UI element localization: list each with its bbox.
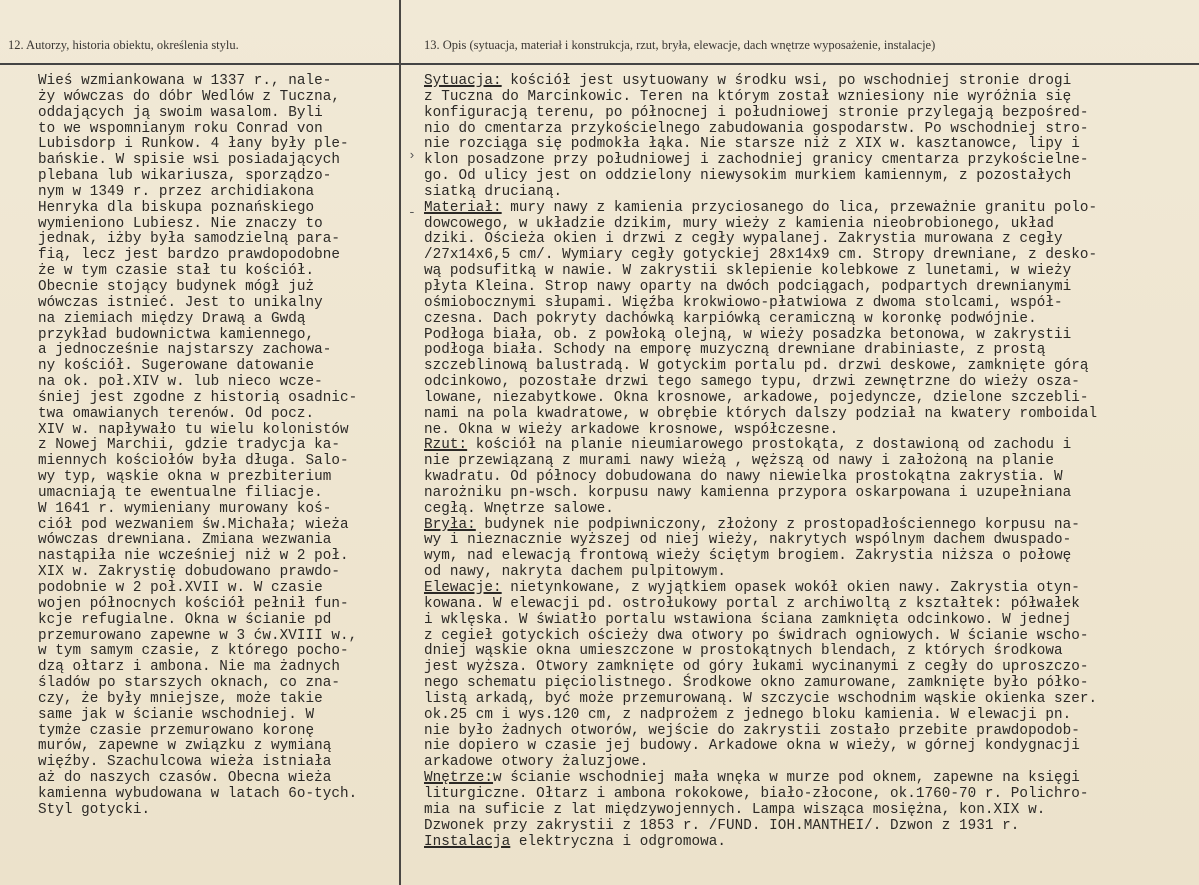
line-text: siatką drucianą. [424, 183, 563, 200]
line-text: narożniku pn-wsch. korpusu nawy kamienna przypora oskarpowana i uzupełniana [424, 484, 1072, 501]
text-line [424, 375, 1097, 391]
text-line: to we wspomnianym roku Conrad von [38, 120, 323, 137]
line-text: z cegieł gotyckich ościeży dwa otwory po świdrach ogniowych. W ścianie wscho- [424, 627, 1089, 644]
text-line [424, 391, 1097, 407]
text-line [424, 755, 1097, 771]
line-text: podłoga biała. Schody na emporę muzyczną drewniane drabiniaste, z prostą [424, 342, 1046, 359]
text-line [424, 835, 1097, 851]
text-line [424, 518, 1097, 534]
text-line: przykład budownictwa kamiennego, [38, 326, 315, 343]
text-line [424, 359, 1097, 375]
text-line [424, 153, 1097, 169]
section-12-heading: 12. Autorzy, historia obiektu, określenia stylu. [8, 38, 239, 52]
section-label: Instalacja [424, 833, 511, 850]
text-line: ny kościół. Sugerowane datowanie [38, 358, 315, 375]
line-text: liturgiczne. Ołtarz i ambona rokokowe, biało-złocone, ok.1760-70 r. Polichro- [424, 785, 1089, 802]
section-label: Rzut: [424, 437, 468, 454]
line-text: arkadowe otwory żaluzjowe. [424, 754, 649, 771]
section-13-heading: 13. Opis (sytuacja, materiał i konstrukcja, rzut, bryła, elewacje, dach wnętrze wyposażenie, instalacje) [424, 38, 936, 52]
line-text: ośmiobocznymi słupami. Więźba krokwiowo-płatwiowa z dwoma stolcami, współ- [424, 294, 1063, 311]
text-line: ciół pod wezwaniem św.Michała; wieża [38, 516, 349, 533]
text-line: że w tym czasie stał tu kościół. [38, 263, 315, 280]
text-line [424, 676, 1097, 692]
text-line: śniej jest zgodne z historią osadnic- [38, 389, 358, 406]
text-line [424, 708, 1097, 724]
text-line: kamienna wybudowana w latach 6o-tych. [38, 785, 358, 802]
text-line [424, 232, 1097, 248]
line-text: nio do cmentarza przykościelnego zabudowania gospodarstw. Po wschodniej stro- [424, 120, 1089, 137]
text-line [424, 438, 1097, 454]
text-line: przemurowano zapewne w 3 ćw.XVIII w., [38, 627, 358, 644]
text-line [424, 280, 1097, 296]
line-text: nie przewiązaną z murami nawy wieżą , węższą od nawy i założoną na planie [424, 453, 1054, 470]
text-line [424, 169, 1097, 185]
text-line: XIV w. napływało tu wielu kolonistów [38, 421, 349, 438]
line-text: czesna. Dach pokryty dachówką karpiówką ceramiczną w koronkę podwójnie. [424, 310, 1037, 327]
text-line [424, 581, 1097, 597]
section-label: Elewacje: [424, 580, 502, 596]
text-line: umacniają te ewentualne filiacje. [38, 484, 323, 501]
text-line [424, 90, 1097, 106]
text-line [424, 343, 1097, 359]
text-line [424, 549, 1097, 565]
text-line: dzą ołtarz i ambona. Nie ma żadnych [38, 659, 341, 676]
text-line [424, 819, 1097, 835]
text-line: twa omawianych terenów. Od pocz. [38, 405, 315, 422]
margin-mark: › [408, 148, 416, 163]
text-line: Styl gotycki. [38, 801, 151, 818]
text-line: wówczas drewniana. Zmiana wezwania [38, 532, 332, 549]
line-text: Podłoga biała, ob. z powłoką olejną, w wieży posadzka betonowa, w zakrystii [424, 326, 1072, 343]
line-text: wą podsufitką w nawie. W zakrystii sklepienie kolebkowe z lunetami, w wieży [424, 263, 1072, 280]
line-text: nietynkowane, z wyjątkiem opasek wokół okien nawy. Zakrystia otyn- [501, 580, 1080, 596]
line-text: jest wyższa. Otwory zamknięte od góry łukami wycinanymi z cegły do uproszczo- [424, 659, 1089, 676]
line-text: dziki. Ościeża okien i drzwi z cegły wypalanej. Zakrystia murowana z cegły [424, 231, 1063, 248]
text-line [424, 470, 1097, 486]
section-label: Sytuacja: [424, 73, 502, 89]
text-line: same jak w ścianie wschodniej. W [38, 706, 315, 723]
line-text: lowane, niezabytkowe. Okna krosnowe, arkadowe, pojedyncze, dzielone szczebli- [424, 389, 1089, 406]
line-text: nego schematu pięciolistnego. Środkowe okno zamurowane, zamknięte było półko- [424, 675, 1089, 692]
text-line [424, 739, 1097, 755]
line-text: nie rozciąga się podmokła łąka. Nie starsze niż z XIX w. kasztanowce, lipy i [424, 136, 1080, 153]
line-text: klon posadzone przy południowej i zachodniej granicy cmentarza przykościelne- [424, 152, 1089, 169]
text-line: miennych kościołów była długa. Salo- [38, 453, 349, 470]
text-line [424, 248, 1097, 264]
text-line: wy typ, wąskie okna w prezbiterium [38, 469, 332, 486]
text-line: XIX w. Zakrystię dobudowano prawdo- [38, 564, 341, 581]
text-line [424, 629, 1097, 645]
text-line: jednak, iżby była samodzielną para- [38, 231, 341, 248]
text-line: Obecnie stojący budynek mógł już [38, 278, 315, 295]
text-line: W 1641 r. wymieniany murowany koś- [38, 500, 332, 517]
text-line: czy, że były mniejsze, może takie [38, 690, 323, 707]
text-line [424, 74, 1097, 90]
line-text: wym, nad elewacją frontową wieży ściętym brogiem. Zakrystia niższa o połowę [424, 548, 1072, 565]
text-line [424, 771, 1097, 787]
text-line [424, 724, 1097, 740]
text-line [424, 264, 1097, 280]
text-line [424, 312, 1097, 328]
line-text: mia na suficie z lat międzywojennych. Lampa wisząca mosiężna, kon.XIX w. [424, 801, 1046, 818]
text-line: więźby. Szachulcowa wieża istniała [38, 754, 332, 771]
vertical-divider [399, 0, 401, 885]
text-line: w tym samym czasie, z którego pocho- [38, 643, 349, 660]
text-line: fią, lecz jest bardzo prawdopodobne [38, 247, 341, 264]
text-line: bańskie. W spisie wsi posiadających [38, 152, 341, 169]
text-line: podobnie w 2 poł.XVII w. W czasie [38, 580, 323, 596]
line-text: z Tuczna do Marcinkowic. Teren na którym został wzniesiony nie wyróżnia się [424, 88, 1072, 105]
text-line [424, 454, 1097, 470]
description-text-column [424, 74, 1097, 850]
text-line: nastąpiła nie wcześniej niż w 2 poł. [38, 548, 349, 565]
text-line [424, 486, 1097, 502]
text-line: murów, zapewne w związku z wymianą [38, 738, 332, 755]
text-line: oddających ją swoim wasalom. Byli [38, 104, 323, 121]
text-line: tymże czasie przemurowano koronę [38, 722, 315, 739]
line-text: dniej wąskie okna umieszczone w prostokątnych blendach, z których środkowa [424, 643, 1063, 660]
text-line [424, 565, 1097, 581]
line-text: płyta Kleina. Strop nawy oparty na dwóch podciągach, podpartych drewnianymi [424, 278, 1072, 295]
text-line [424, 660, 1097, 676]
section-label: Wnętrze: [424, 770, 494, 787]
section-label: Bryła: [424, 516, 476, 533]
line-text: nie dopiero w czasie jej budowy. Arkadowe okna w wieży, w górnej kondygnacji [424, 738, 1080, 755]
line-text: elektryczna i odgromowa. [510, 833, 727, 850]
line-text: budynek nie podpiwniczony, złożony z prostopadłościennego korpusu na- [475, 516, 1080, 533]
text-line [424, 613, 1097, 629]
line-text: odcinkowo, pozostałe drzwi tego samego typu, drzwi zewnętrzne do wieży osza- [424, 374, 1080, 391]
text-line [424, 533, 1097, 549]
line-text: kościół na planie nieumiarowego prostokąta, z dostawioną od zachodu i [467, 437, 1072, 454]
text-line: ży wówczas do dóbr Wedlów z Tuczna, [38, 88, 341, 105]
line-text: /27x14x6,5 cm/. Wymiary cegły gotyckiej 28x14x9 cm. Stropy drewniane, z desko- [424, 247, 1098, 264]
line-text: listą arkadą, być może przemurowaną. W szczycie wschodnim wąskie okienka szer. [424, 690, 1098, 707]
text-line [424, 137, 1097, 153]
line-text: go. Od ulicy jest on oddzielony niewysokim murkiem kamiennym, z pozostałych [424, 168, 1072, 185]
text-line [424, 217, 1097, 233]
text-line [424, 803, 1097, 819]
line-text: szczeblinową balustradą. W gotyckim portalu pd. drzwi deskowe, zamknięte górą [424, 358, 1089, 375]
line-text: dowcowego, w układzie dzikim, mury wieży z kamienia nieobrobionego, układ [424, 215, 1054, 232]
text-line [424, 122, 1097, 138]
text-line [424, 692, 1097, 708]
text-line [424, 185, 1097, 201]
text-line: wymieniono Lubiesz. Nie znaczy to [38, 215, 323, 232]
line-text: w ścianie wschodniej mała wnęka w murze pod oknem, zapewne na księgi [493, 770, 1080, 787]
text-line [424, 328, 1097, 344]
line-text: cegłą. Wnętrze salowe. [424, 500, 614, 517]
text-line: a jednocześnie najstarszy zachowa- [38, 342, 332, 359]
text-line: kcje refugialne. Okna w ścianie pd [38, 611, 332, 628]
text-line: Henryka dla biskupa poznańskiego [38, 199, 315, 216]
line-text: nami na pola kwadratowe, w obrębie których dalszy podział na kwatery romboidal [424, 405, 1098, 422]
text-line [424, 423, 1097, 439]
line-text: Dzwonek przy zakrystii z 1853 r. /FUND. IOH.MANTHEI/. Dzwon z 1931 r. [424, 817, 1020, 834]
text-line: na ziemiach między Drawą a Gwdą [38, 310, 306, 327]
text-line [424, 597, 1097, 613]
text-line [424, 407, 1097, 423]
text-line [424, 296, 1097, 312]
text-line: nym w 1349 r. przez archidiakona [38, 183, 315, 200]
text-line: wówczas istnieć. Jest to unikalny [38, 294, 323, 311]
line-text: kwadratu. Od północy dobudowana do nawy niewielka prostokątna zakrystia. W [424, 469, 1063, 486]
section-label: Materiał: [424, 199, 502, 216]
history-text-column [38, 74, 357, 819]
line-text: wy i nieznacznie wyższej od niej wieży, nakrytych wspólnym dachem dwuspado- [424, 532, 1072, 549]
line-text: kowana. W elewacji pd. ostrołukowy portal z archiwoltą z kształtek: półwałek [424, 595, 1080, 612]
line-text: nie było żadnych otworów, wejście do zakrystii zostało przebite prawdopodob- [424, 722, 1080, 739]
line-text: ne. Okna w wieży arkadowe krosnowe, współczesne. [424, 421, 839, 438]
text-line: plebana lub wikariusza, sporządzo- [38, 168, 332, 185]
text-line: wojen północnych kościół pełnił fun- [38, 595, 349, 612]
line-text: konfiguracją terenu, po północnej i południowej stronie przylegają bezpośred- [424, 104, 1089, 121]
line-text: i wklęska. W światło portalu wstawiona ściana zamknięta odcinkowo. W jednej [424, 611, 1072, 628]
text-line [424, 201, 1097, 217]
text-line: aż do naszych czasów. Obecna wieża [38, 770, 332, 787]
text-line [424, 787, 1097, 803]
line-text: od nawy, nakryta dachem pulpitowym. [424, 564, 727, 581]
text-line [424, 644, 1097, 660]
line-text: ok.25 cm i wys.120 cm, z nadprożem z jednego bloku kamienia. W elewacji pn. [424, 706, 1072, 723]
text-line: Lubisdorp i Runkow. 4 łany były ple- [38, 136, 349, 153]
text-line: z Nowej Marchii, gdzie tradycja ka- [38, 437, 341, 454]
text-line [424, 106, 1097, 122]
text-line [424, 502, 1097, 518]
text-line: na ok. poł.XIV w. lub nieco wcze- [38, 374, 323, 391]
text-line: śladów po starszych oknach, co zna- [38, 675, 341, 692]
horizontal-rule [0, 63, 1199, 65]
line-text: kościół jest usytuowany w środku wsi, po wschodniej stronie drogi [501, 73, 1072, 89]
text-line: Wieś wzmiankowana w 1337 r., nale- [38, 73, 332, 89]
margin-mark: - [408, 205, 416, 220]
line-text: mury nawy z kamienia przyciosanego do lica, przeważnie granitu polo- [501, 199, 1098, 216]
